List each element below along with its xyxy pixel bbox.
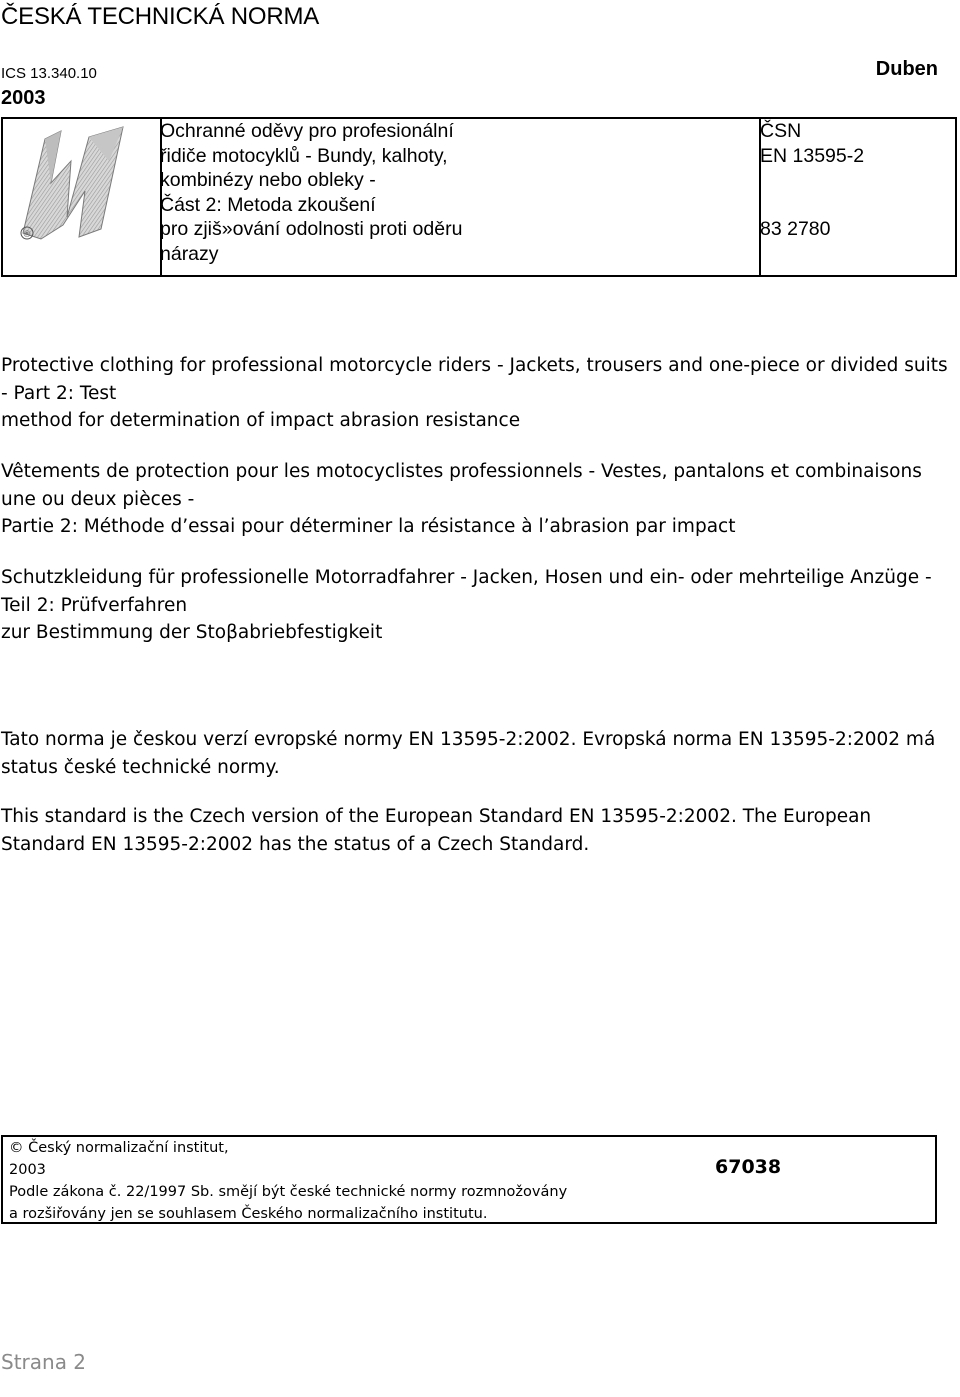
german-title-line: Schutzkleidung für professionelle Motorradfahrer - Jacken, Hosen und ein- oder mehrteilige Anzüge - <box>1 567 932 588</box>
german-title <box>1 564 957 647</box>
cni-logo-icon <box>5 121 161 275</box>
czech-status-line: status české technické normy. <box>1 756 280 778</box>
standard-designation <box>760 119 864 168</box>
czech-title-line: nárazy <box>160 242 219 265</box>
german-title-line: Teil 2: Prüfverfahren <box>1 594 188 616</box>
czech-title <box>160 119 750 267</box>
catalog-number: 67038 <box>715 1156 782 1178</box>
copyright-text <box>9 1137 567 1225</box>
czech-title-line: Část 2: Metoda zkoušení <box>160 193 376 216</box>
law-notice-line: a rozšiřovány jen se souhlasem Českého normalizačního institutu. <box>9 1206 488 1222</box>
document-type-title: ČESKÁ TECHNICKÁ NORMA <box>1 3 320 30</box>
german-title-line: zur Bestimmung der Stoβabriebfestigkeit <box>1 622 383 643</box>
french-title-line: une ou deux pièces - <box>1 488 195 510</box>
cni-logo <box>5 121 161 275</box>
czech-title-line: Ochranné oděvy pro profesionální <box>160 120 454 142</box>
czech-title-line: kombinézy nebo obleky - <box>160 169 376 192</box>
csn-label: ČSN <box>760 120 802 142</box>
french-title-line: Partie 2: Méthode d’essai pour déterminer la résistance à l’abrasion par impact <box>1 516 736 537</box>
english-title <box>1 352 957 435</box>
czech-title-line: řidiče motocyklů - Bundy, kalhoty, <box>160 144 448 167</box>
english-title-line: - Part 2: Test <box>1 382 117 404</box>
french-title <box>1 458 957 541</box>
english-title-line: method for determination of impact abrasion resistance <box>1 410 521 431</box>
czech-status-line: Tato norma je českou verzí evropské normy EN 13595-2:2002. Evropská norma EN 13595-2:2002 má <box>1 729 936 750</box>
svg-text:®: ® <box>22 230 32 240</box>
english-status-line: Standard EN 13595-2:2002 has the status of a Czech Standard. <box>1 833 590 855</box>
czech-title-line: pro zjiš»ování odolnosti proti oděru <box>160 218 463 241</box>
english-title-line: Protective clothing for professional motorcycle riders - Jackets, trousers and one-piece or divided suits <box>1 355 948 376</box>
ics-code: ICS 13.340.10 <box>1 65 97 82</box>
copyright-line: © Český normalizační institut, <box>9 1140 229 1156</box>
classification-code: 83 2780 <box>760 218 831 240</box>
standard-number: EN 13595-2 <box>760 144 865 167</box>
english-status-line: This standard is the Czech version of the European Standard EN 13595-2:2002. The European <box>1 806 872 827</box>
publication-year: 2003 <box>1 87 46 109</box>
french-title-line: Vêtements de protection pour les motocyclistes professionnels - Vestes, pantalons et combinaisons <box>1 461 922 482</box>
czech-status-statement <box>1 726 957 781</box>
page-number: Strana 2 <box>1 1350 87 1374</box>
copyright-year: 2003 <box>9 1162 46 1178</box>
english-status-statement <box>1 803 957 858</box>
publication-month: Duben <box>875 58 938 80</box>
law-notice-line: Podle zákona č. 22/1997 Sb. smějí být české technické normy rozmnožovány <box>9 1184 568 1200</box>
